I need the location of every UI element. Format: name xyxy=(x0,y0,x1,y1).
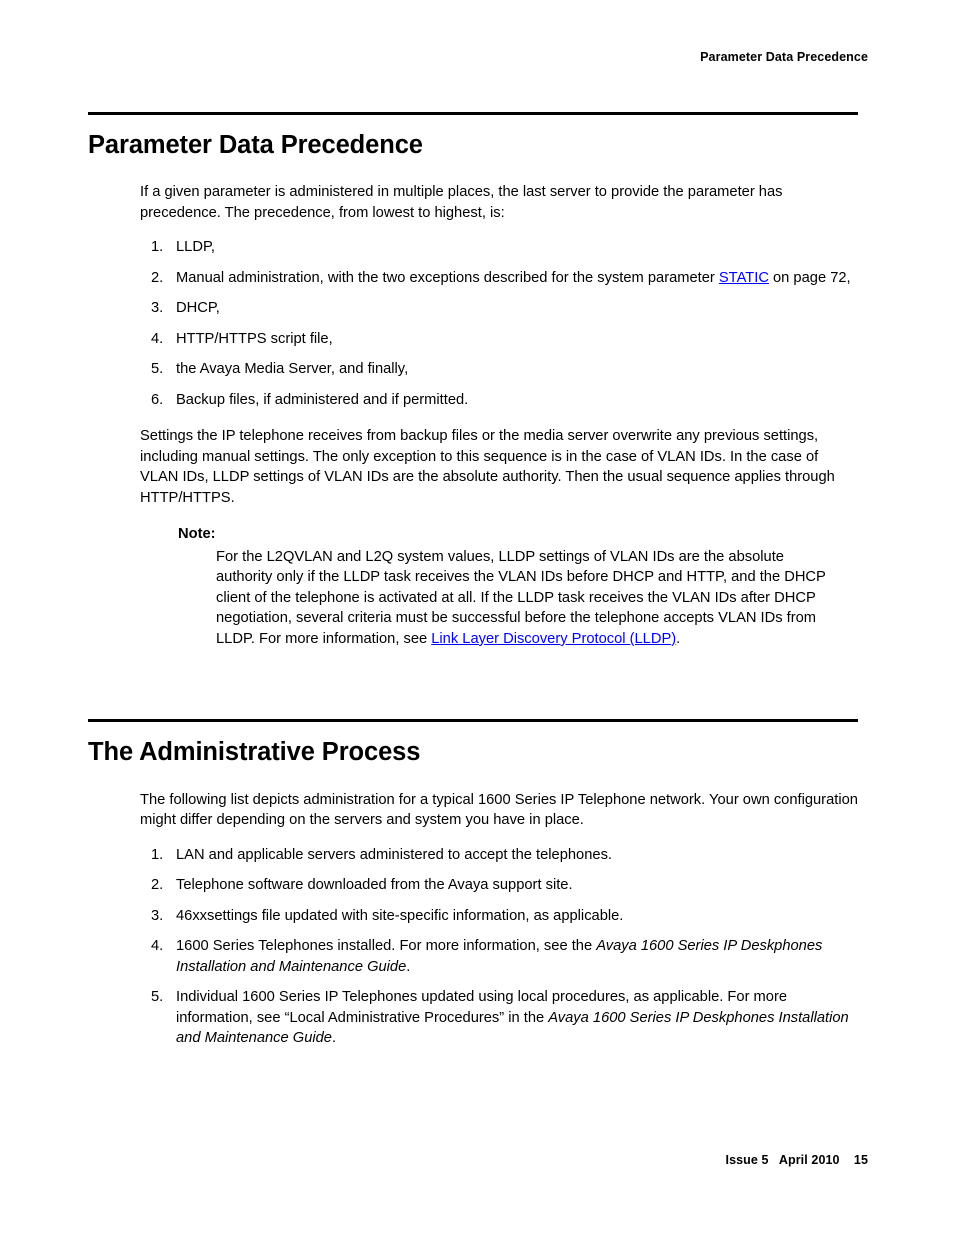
book-title: Avaya 1600 Series IP Deskphones Installation and Maintenance Guide xyxy=(176,1009,849,1047)
list-marker: 5. xyxy=(151,361,164,378)
note-body xyxy=(216,547,836,650)
link-static[interactable]: STATIC xyxy=(718,269,769,286)
note-label: Note: xyxy=(178,526,216,543)
page-content xyxy=(88,112,860,1049)
list-item xyxy=(151,359,861,380)
list-item xyxy=(151,298,861,319)
spacer xyxy=(88,410,860,426)
page-footer: Issue 5 April 2010 15 xyxy=(725,1153,868,1167)
section-intro-paragraph: The following list depicts administration for a typical 1600 Series IP Telephone network. Your own configuration might differ depending on the servers and system you have in place. xyxy=(140,791,858,829)
list-item xyxy=(151,845,861,866)
list-item xyxy=(151,875,861,896)
note-text-post: . xyxy=(676,630,681,647)
list-item xyxy=(151,390,861,411)
list-item-text-pre: 1600 Series Telephones installed. For more information, see the xyxy=(176,938,597,955)
list-item-text: HTTP/HTTPS script file, xyxy=(176,330,333,347)
list-item-text-post: on page 72, xyxy=(768,269,851,286)
running-header: Parameter Data Precedence xyxy=(700,50,868,64)
list-item xyxy=(151,987,861,1049)
list-marker: 2. xyxy=(151,877,164,894)
administrative-process-list xyxy=(151,845,861,1049)
list-item-text: Telephone software downloaded from the Avaya support site. xyxy=(176,877,573,894)
spacer xyxy=(88,649,860,719)
list-item-text: the Avaya Media Server, and finally, xyxy=(176,361,409,378)
section-body-paragraph: Settings the IP telephone receives from backup files or the media server overwrite any previous settings, including manual settings. The only exception to this sequence is in the case of VLAN IDs. In the case of VLAN IDs, LLDP settings of VLAN IDs are the absolute authority. Then the usual sequence applies through HTTP/HTTPS. xyxy=(140,428,835,506)
list-item-text: DHCP, xyxy=(176,300,220,317)
spacer xyxy=(88,831,860,845)
list-marker: 2. xyxy=(151,269,164,286)
note-block xyxy=(178,524,868,649)
list-item xyxy=(151,936,861,977)
list-marker: 3. xyxy=(151,300,164,317)
section-parameter-data-precedence xyxy=(88,112,860,649)
list-item-text: 46xxsettings file updated with site-specific information, as applicable. xyxy=(176,907,624,924)
link-lldp[interactable]: Link Layer Discovery Protocol (LLDP) xyxy=(431,630,677,647)
list-marker: 4. xyxy=(151,330,164,347)
section-heading: The Administrative Process xyxy=(88,738,421,767)
list-item xyxy=(151,329,861,350)
spacer xyxy=(88,768,860,790)
section-rule xyxy=(88,719,858,722)
list-marker: 6. xyxy=(151,391,164,408)
section-heading: Parameter Data Precedence xyxy=(88,131,423,159)
section-intro-paragraph: If a given parameter is administered in multiple places, the last server to provide the parameter has precedence. The precedence, from lowest to highest, is: xyxy=(140,184,783,221)
section-the-administrative-process xyxy=(88,719,860,1048)
list-item-text-pre: Individual 1600 Series IP Telephones updated using local procedures, as applicable. For more information, see “Local Administrative Procedures” in the xyxy=(176,989,788,1026)
list-marker: 3. xyxy=(151,907,164,924)
spacer xyxy=(88,223,860,237)
note-text-pre: For the L2QVLAN and L2Q system values, LLDP settings of VLAN IDs are the absolute authority only if the LLDP task receives the VLAN IDs before DHCP and HTTP, and the DHCP client of the telephone is activated at all. If the LLDP task receives the VLAN IDs after DHCP negotiation, several criteria must be successful before the telephone accepts VLAN IDs from LLDP. For more information, see xyxy=(216,548,826,647)
list-item-text: LAN and applicable servers administered to accept the telephones. xyxy=(176,846,612,863)
list-marker: 1. xyxy=(151,846,164,863)
list-marker: 5. xyxy=(151,989,164,1006)
spacer xyxy=(88,160,860,182)
list-item xyxy=(151,237,861,258)
list-item-text: Backup files, if administered and if permitted. xyxy=(176,391,469,408)
spacer xyxy=(88,508,860,524)
list-item-text: LLDP, xyxy=(176,239,215,256)
book-title: Avaya 1600 Series IP Deskphones Installation and Maintenance Guide xyxy=(176,938,823,975)
list-item xyxy=(151,268,861,289)
precedence-list xyxy=(151,237,861,410)
section-rule xyxy=(88,112,858,115)
list-item-text-post: . xyxy=(331,1030,337,1047)
list-marker: 1. xyxy=(151,239,164,256)
list-item-text-post: . xyxy=(406,958,411,975)
list-marker: 4. xyxy=(151,938,164,955)
list-item-text-pre: Manual administration, with the two exceptions described for the system parameter xyxy=(176,269,719,286)
list-item xyxy=(151,906,861,927)
